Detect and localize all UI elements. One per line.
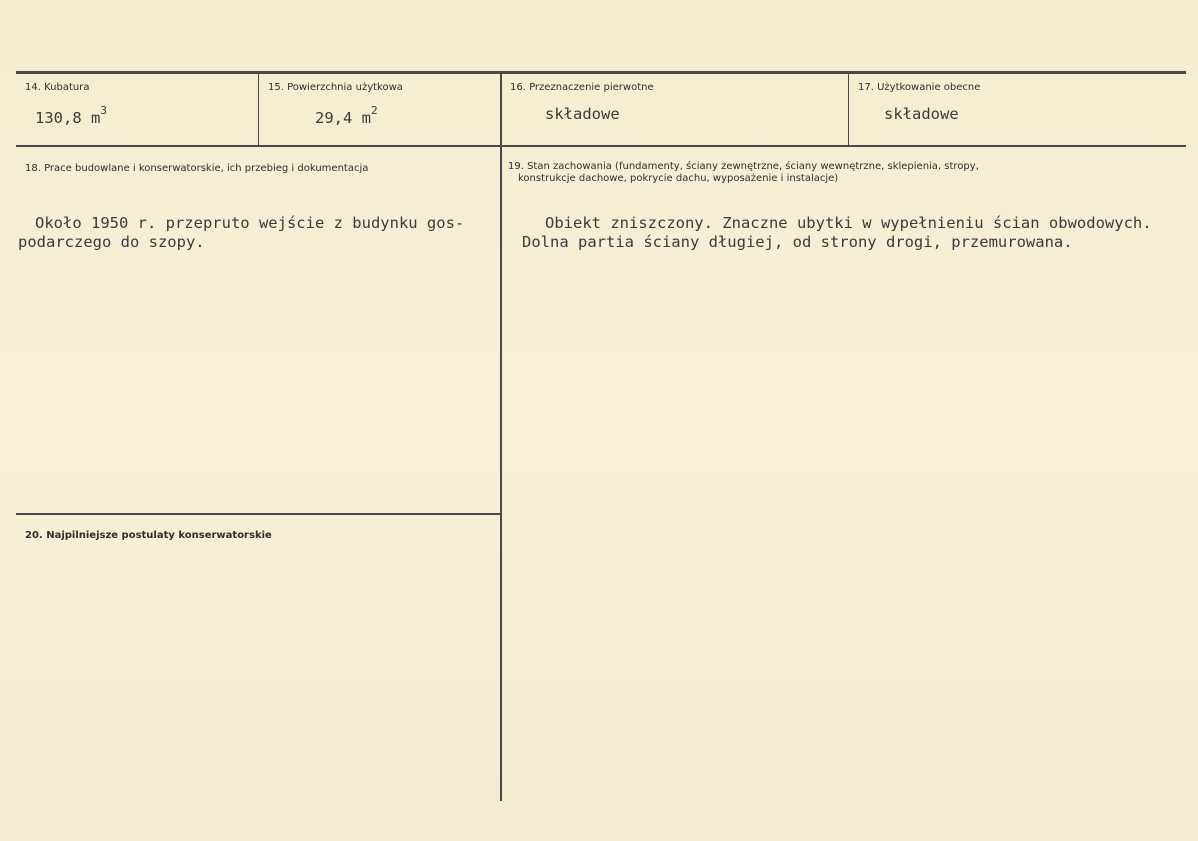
- area-exponent: 2: [371, 104, 378, 117]
- field-18-line-2: podarczego do szopy.: [18, 233, 205, 251]
- divider-16-17: [848, 74, 849, 145]
- field-18-label: 18. Prace budowlane i konserwatorskie, ich przebieg i dokumentacja: [25, 163, 369, 174]
- field-17-label: 17. Użytkowanie obecne: [858, 82, 981, 93]
- kubatura-exponent: 3: [100, 104, 107, 117]
- field-19-label-line-2: konstrukcje dachowe, pokrycie dachu, wyposażenie i instalacje): [518, 173, 839, 184]
- field-20-label: 20. Najpilniejsze postulaty konserwatorskie: [25, 530, 272, 541]
- field-19-label-line-1: 19. Stan zachowania (fundamenty, ściany zewnętrzne, ściany wewnętrzne, sklepienia, stropy,: [508, 161, 979, 172]
- field-19-line-1: Obiekt zniszczony. Znaczne ubytki w wypełnieniu ścian obwodowych.: [545, 214, 1152, 232]
- field-15-value: [315, 104, 378, 128]
- field-14-value: [35, 104, 107, 128]
- field-15-label: 15. Powierzchnia użytkowa: [268, 82, 403, 93]
- top-rule: [16, 71, 1186, 74]
- field-16-value: składowe: [545, 105, 620, 123]
- kubatura-value: 130,8 m: [35, 109, 101, 128]
- area-value: 29,4 m: [315, 109, 371, 128]
- field-19-line-2: Dolna partia ściany długiej, od strony drogi, przemurowana.: [522, 233, 1073, 251]
- row1-bottom-rule: [16, 145, 1186, 147]
- divider-15-16: [500, 74, 502, 801]
- field-16-label: 16. Przeznaczenie pierwotne: [510, 82, 654, 93]
- divider-14-15: [258, 74, 259, 145]
- field-18-line-1: Około 1950 r. przepruto wejście z budynku gos-: [35, 214, 465, 232]
- field-14-label: 14. Kubatura: [25, 82, 90, 93]
- field-17-value: składowe: [884, 105, 959, 123]
- field18-bottom-rule: [16, 513, 500, 515]
